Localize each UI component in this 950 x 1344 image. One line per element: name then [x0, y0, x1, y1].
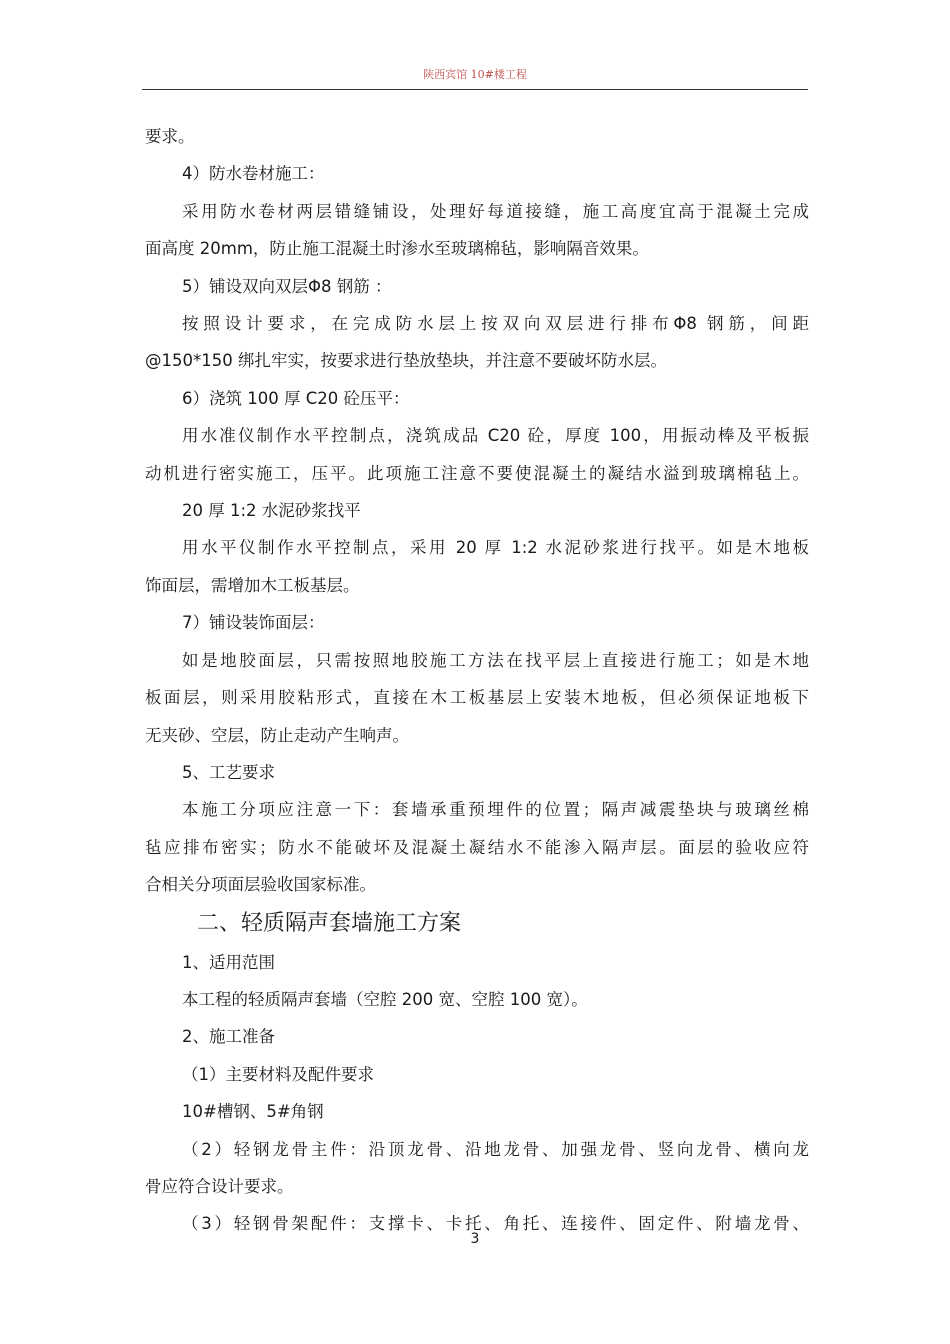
- section-heading: 5、工艺要求: [182, 762, 275, 782]
- sub-heading: 4）防水卷材施工：: [182, 164, 325, 184]
- text-line: 用水平仪制作水平控制点，采用 20 厚 1:2 水泥砂浆进行找平。如是木地板: [182, 538, 809, 558]
- running-header: 陕西宾馆 10#楼工程: [423, 68, 527, 81]
- text-line: 饰面层，需增加木工板基层。: [145, 575, 360, 595]
- page-number: 3: [470, 1231, 480, 1247]
- text-line: 合相关分项面层验收国家标准。: [145, 875, 376, 895]
- chapter-heading: 二、轻质隔声套墙施工方案: [197, 910, 462, 936]
- text-line: 本施工分项应注意一下：套墙承重预埋件的位置；隔声减震垫块与玻璃丝棉: [182, 800, 809, 820]
- section-heading: 1、适用范围: [182, 952, 275, 972]
- text-line: 动机进行密实施工，压平。此项施工注意不要使混凝土的凝结水溢到玻璃棉毡上。: [145, 463, 809, 483]
- text-line: 如是地胶面层，只需按照地胶施工方法在找平层上直接进行施工；如是木地: [182, 650, 809, 670]
- text-line: 面高度 20mm，防止施工混凝土时渗水至玻璃棉毡，影响隔音效果。: [145, 239, 649, 259]
- text-line: 采用防水卷材两层错缝铺设，处理好每道接缝，施工高度宜高于混凝土完成: [182, 201, 809, 221]
- header-rule: [142, 89, 808, 90]
- text-line: 要求。: [145, 127, 195, 146]
- document-body: [145, 118, 809, 1243]
- sub-heading: （1）主要材料及配件要求: [182, 1064, 374, 1084]
- sub-heading: 5）铺设双向双层Φ8 钢筋 ：: [182, 276, 392, 296]
- sub-heading: 6）浇筑 100 厚 C20 砼压平：: [182, 388, 410, 408]
- text-line: 按照设计要求，在完成防水层上按双向双层进行排布Φ8 钢筋，间距: [182, 314, 809, 334]
- text-line: 10#槽钢、5#角钢: [182, 1102, 324, 1122]
- text-line: 用水准仪制作水平控制点，浇筑成品 C20 砼，厚度 100，用振动棒及平板振: [182, 426, 809, 446]
- text-line: （3）轻钢骨架配件：支撑卡、卡托、角托、连接件、固定件、附墙龙骨、: [182, 1214, 809, 1234]
- sub-heading: 20 厚 1:2 水泥砂浆找平: [182, 501, 361, 521]
- text-line: 本工程的轻质隔声套墙（空腔 200 宽、空腔 100 宽）。: [182, 989, 588, 1009]
- text-line: @150*150 绑扎牢实，按要求进行垫放垫块，并注意不要破坏防水层。: [145, 351, 667, 371]
- text-line: 毡应排布密实；防水不能破坏及混凝土凝结水不能渗入隔声层。面层的验收应符: [145, 837, 809, 857]
- text-line: 无夹砂、空层，防止走动产生响声。: [145, 725, 409, 745]
- text-line: （2）轻钢龙骨主件：沿顶龙骨、沿地龙骨、加强龙骨、竖向龙骨、横向龙: [182, 1139, 809, 1159]
- text-line: 骨应符合设计要求。: [145, 1176, 294, 1196]
- section-heading: 2、施工准备: [182, 1027, 275, 1047]
- text-line: 板面层，则采用胶粘形式，直接在木工板基层上安装木地板，但必须保证地板下: [145, 688, 809, 708]
- sub-heading: 7）铺设装饰面层：: [182, 613, 325, 633]
